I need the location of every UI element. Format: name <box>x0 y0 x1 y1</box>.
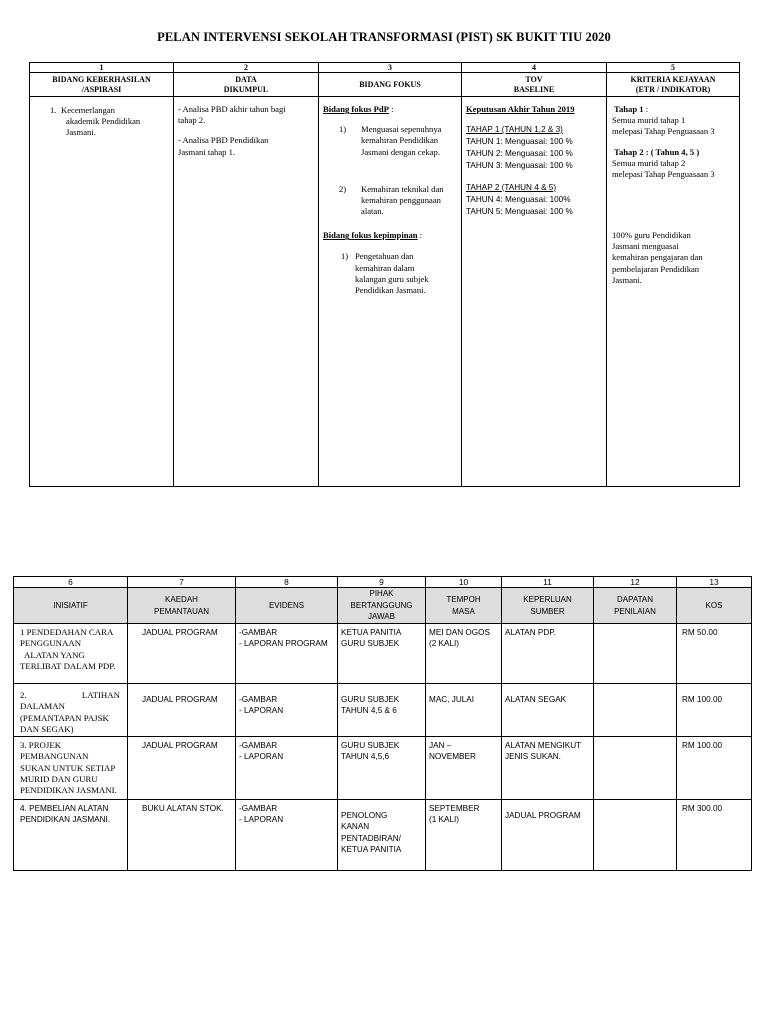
text-line: tahap 2. <box>178 115 206 126</box>
cell-kos: RM 100.00 <box>677 736 752 799</box>
header-keperluan-sumber: KEPERLUAN SUMBER <box>502 588 594 624</box>
text-line: - Analisa PBD akhir tahun bagi <box>178 104 286 114</box>
tahap-1-label: Tahap 1 <box>614 104 644 114</box>
column-number: 7 <box>128 577 236 588</box>
cell-tov-baseline <box>462 97 607 487</box>
cell-pihak: KETUA PANITIA GURU SUBJEK <box>338 624 426 684</box>
list-number: 1. <box>50 105 57 115</box>
cell-kaedah: JADUAL PROGRAM <box>128 736 236 799</box>
cell-tempoh: MAC, JULAI <box>426 684 502 737</box>
cell-kos: RM 100.00 <box>677 684 752 737</box>
cell-pihak: PENOLONG KANAN PENTADBIRAN/ KETUA PANITIA <box>338 799 426 870</box>
column-number: 10 <box>426 577 502 588</box>
text-line: TAHUN 3: Menguasai: 100 % <box>466 160 573 170</box>
text-line: pembelajaran Pendidikan <box>612 263 700 274</box>
text-line: Jasmani. <box>66 127 96 138</box>
cell-bidang-keberhasilan <box>30 97 174 487</box>
cell-kos: RM 50.00 <box>677 624 752 684</box>
column-number: 1 <box>30 63 174 73</box>
column-number: 12 <box>594 577 677 588</box>
text-line: TAHUN 2: Menguasai: 100 % <box>466 148 573 158</box>
cell-tempoh: JAN – NOVEMBER <box>426 736 502 799</box>
cell-dapatan <box>594 736 677 799</box>
cell-kaedah: BUKU ALATAN STOK. <box>128 799 236 870</box>
text-line: Menguasai sepenuhnya <box>361 124 442 135</box>
cell-sumber: ALATAN MENGIKUT JENIS SUKAN. <box>502 736 594 799</box>
focus-heading-kepimpinan: Bidang fokus kepimpinan <box>323 230 418 241</box>
header-kriteria-kejayaan: KRITERIA KEJAYAAN (ETR / INDIKATOR) <box>607 73 740 97</box>
cell-tempoh: MEI DAN OGOS (2 KALI) <box>426 624 502 684</box>
cell-inisiatif: 3. PROJEK PEMBANGUNAN SUKAN UNTUK SETIAP MURID DAN GURU PENDIDIKAN JASMANI. <box>14 736 128 799</box>
header-bidang-keberhasilan: BIDANG KEBERHASILAN /ASPIRASI <box>30 73 174 97</box>
header-pihak-bertanggungjawab: PIHAK BERTANGGUNG JAWAB <box>338 588 426 624</box>
header-row <box>14 588 752 624</box>
table-row <box>14 684 752 737</box>
header-inisiatif: INISIATIF <box>14 588 128 624</box>
column-number: 11 <box>502 577 594 588</box>
text-line: akademik Pendidikan <box>66 116 141 127</box>
cell-pihak: GURU SUBJEK TAHUN 4,5 & 6 <box>338 684 426 737</box>
cell-dapatan <box>594 624 677 684</box>
text-line: - Analisa PBD Pendidikan <box>178 135 269 146</box>
cell-dapatan <box>594 799 677 870</box>
column-number: 13 <box>677 577 752 588</box>
list-number: 2) <box>339 183 347 194</box>
text-line: TAHUN 4: Menguasai: 100% <box>466 194 571 204</box>
header-kos: KOS <box>677 588 752 624</box>
text-line: Jasmani dengan cekap. <box>361 146 440 157</box>
page-title: PELAN INTERVENSI SEKOLAH TRANSFORMASI (PIST) SK BUKIT TIU 2020 <box>157 30 611 44</box>
cell-sumber: JADUAL PROGRAM <box>502 799 594 870</box>
header-row <box>30 73 740 97</box>
cell-data-dikumpul <box>174 97 319 487</box>
cell-kos: RM 300.00 <box>677 799 752 870</box>
text-line: kalangan guru subjek <box>355 273 429 284</box>
text-line: 100% guru Pendidikan <box>612 230 691 241</box>
cell-evidens: -GAMBAR - LAPORAN <box>236 684 338 737</box>
cell-evidens: -GAMBAR - LAPORAN PROGRAM <box>236 624 338 684</box>
cell-bidang-fokus: Bidang fokus PdP : 1) Menguasai sepenuhnya kemahiran Pendidikan Jasmani dengan cekap. 2) Kemahiran teknikal dan kemahiran penggunaan alatan. Bidang fokus kepimpinan : 1) Pengetahuan dan kemahiran dalam kalangan guru subjek Pendidikan Jasmani. <box>319 97 462 487</box>
text-line: melepasi Tahap Penguasaan 3 <box>612 168 715 179</box>
text-line: alatan. <box>361 206 384 217</box>
header-dapatan-penilaian: DAPATAN PENILAIAN <box>594 588 677 624</box>
table-row <box>14 624 752 684</box>
cell-sumber: ALATAN PDP. <box>502 624 594 684</box>
text-line: TAHUN 5: Menguasai: 100 % <box>466 206 573 216</box>
column-number: 3 <box>319 63 462 73</box>
list-number: 1) <box>341 251 349 262</box>
content-row <box>30 97 740 487</box>
cell-evidens: -GAMBAR - LAPORAN <box>236 799 338 870</box>
text-line: Semua murid tahap 1 <box>612 115 686 126</box>
initiatives-table <box>13 576 752 871</box>
text-line: kemahiran penggunaan <box>361 194 441 205</box>
cell-inisiatif: 2. LATIHAN DALAMAN (PEMANTAPAN PAJSK DAN SEGAK) <box>14 684 128 737</box>
cell-dapatan <box>594 684 677 737</box>
text-line: kemahiran pengajaran dan <box>612 252 703 263</box>
cell-kriteria-kejayaan: Tahap 1 : Semua murid tahap 1 melepasi Tahap Penguasaan 3 Tahap 2 : ( Tahun 4, 5 ) Semua murid tahap 2 melepasi Tahap Penguasaan 3 100% guru Pendidikan Jasmani menguasai kemahiran pengajaran dan pembelajaran Pendidikan Jasmani. <box>607 97 740 487</box>
tahap-2-heading: TAHAP 2 (TAHUN 4 & 5) <box>466 182 557 192</box>
column-number: 5 <box>607 63 740 73</box>
column-number-row <box>14 577 752 588</box>
header-tov-baseline: TOV BASELINE <box>462 73 607 97</box>
text-line: melepasi Tahap Penguasaan 3 <box>612 126 715 137</box>
header-data-dikumpul: DATA DIKUMPUL <box>174 73 319 97</box>
cell-inisiatif: 1 PENDEDAHAN CARA PENGGUNAAN ALATAN YANG TERLIBAT DALAM PDP. <box>14 624 128 684</box>
cell-kaedah: JADUAL PROGRAM <box>128 684 236 737</box>
text-line: Pengetahuan dan <box>355 251 414 262</box>
cell-kaedah: JADUAL PROGRAM <box>128 624 236 684</box>
tahap-1-heading: TAHAP 1 (TAHUN 1,2 & 3) <box>466 125 563 135</box>
header-tempoh-masa: TEMPOH MASA <box>426 588 502 624</box>
text-line: Semua murid tahap 2 <box>612 157 686 168</box>
text-line: kemahiran Pendidikan <box>361 135 439 146</box>
text-line: Jasmani. <box>612 274 642 285</box>
cell-pihak: GURU SUBJEK TAHUN 4,5,6 <box>338 736 426 799</box>
intervention-plan-table <box>29 62 740 487</box>
cell-evidens: -GAMBAR - LAPORAN <box>236 736 338 799</box>
text-line: kemahiran dalam <box>355 262 415 273</box>
list-number: 1) <box>339 124 347 135</box>
header-kaedah-pemantauan: KAEDAH PEMANTAUAN <box>128 588 236 624</box>
text-line: Pendidikan Jasmani. <box>355 284 426 295</box>
text-line: Jasmani menguasai <box>612 241 679 252</box>
column-number: 6 <box>14 577 128 588</box>
text-line: Jasmani tahap 1. <box>178 146 236 157</box>
text-line: Kemahiran teknikal dan <box>361 183 444 194</box>
table-row <box>14 799 752 870</box>
column-number: 8 <box>236 577 338 588</box>
cell-sumber: ALATAN SEGAK <box>502 684 594 737</box>
baseline-heading: Keputusan Akhir Tahun 2019 <box>466 104 575 114</box>
focus-heading-pdp: Bidang fokus PdP <box>323 104 389 114</box>
column-number-row <box>30 63 740 73</box>
header-evidens: EVIDENS <box>236 588 338 624</box>
column-number: 9 <box>338 577 426 588</box>
column-number: 2 <box>174 63 319 73</box>
text-line: Kecemerlangan <box>61 105 115 115</box>
tahap-2-label: Tahap 2 <box>614 146 644 157</box>
cell-tempoh: SEPTEMBER (1 KALI) <box>426 799 502 870</box>
cell-inisiatif: 4. PEMBELIAN ALATAN PENDIDIKAN JASMANI. <box>14 799 128 870</box>
column-number: 4 <box>462 63 607 73</box>
header-bidang-fokus: BIDANG FOKUS <box>319 73 462 97</box>
table-row <box>14 736 752 799</box>
text-line: TAHUN 1: Menguasai: 100 % <box>466 137 573 147</box>
